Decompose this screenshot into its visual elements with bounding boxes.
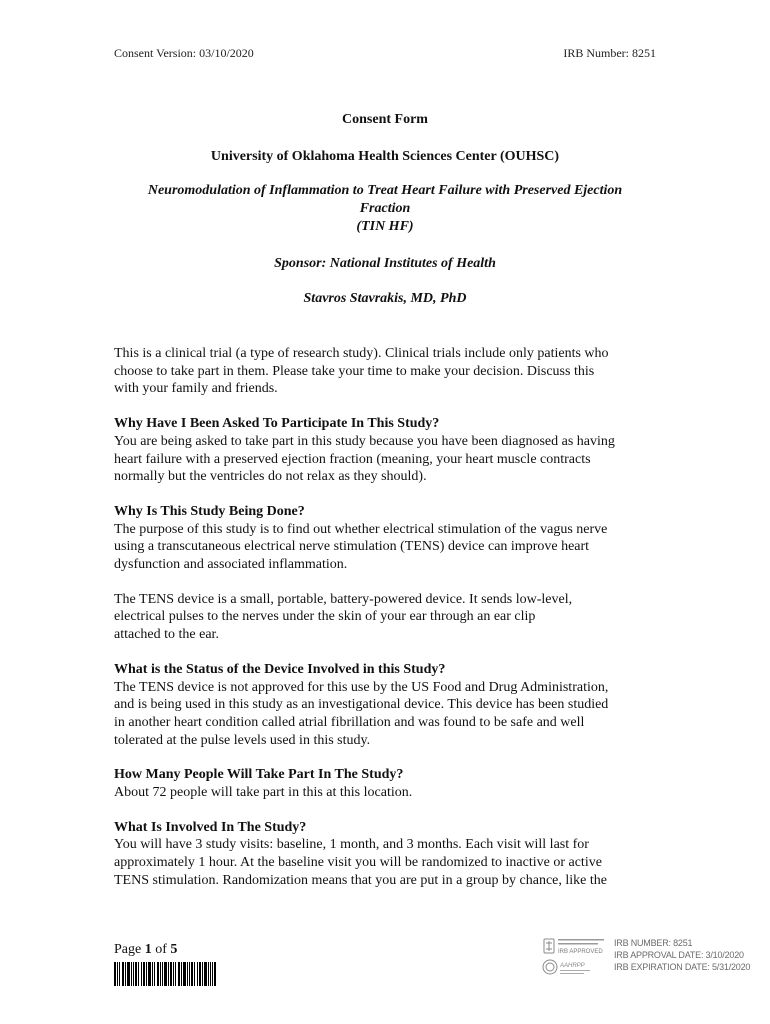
consent-version-header: Consent Version: 03/10/2020 bbox=[114, 46, 254, 60]
tens-device-paragraph bbox=[114, 591, 664, 644]
document-body bbox=[114, 345, 664, 907]
paragraph-line: tolerated at the pulse levels used in this study. bbox=[114, 732, 371, 748]
page-current: 1 bbox=[144, 942, 152, 957]
section-heading: What is the Status of the Device Involved in this Study? bbox=[114, 661, 446, 677]
paragraph-line: electrical pulses to the nerves under the skin of your ear through an ear clip bbox=[114, 609, 536, 625]
section-how-many-people bbox=[114, 766, 664, 801]
paragraph-line: The TENS device is a small, portable, battery-powered device. It sends low-level, bbox=[114, 591, 573, 607]
paragraph-line: heart failure with a preserved ejection fraction (meaning, your heart muscle contracts bbox=[114, 451, 591, 467]
page-total: 5 bbox=[170, 942, 178, 957]
irb-stamp-approval-date: IRB APPROVAL DATE: 3/10/2020 bbox=[614, 950, 744, 960]
irb-stamp-number: IRB NUMBER: 8251 bbox=[614, 938, 693, 948]
paragraph-line: choose to take part in them. Please take your time to make your decision. Discuss this bbox=[114, 363, 595, 379]
section-why-done bbox=[114, 503, 664, 574]
irb-approved-logo bbox=[542, 935, 608, 979]
section-heading: Why Have I Been Asked To Participate In This Study? bbox=[114, 416, 440, 432]
section-heading: What Is Involved In The Study? bbox=[114, 819, 307, 835]
section-what-involved bbox=[114, 819, 664, 890]
paragraph-line: About 72 people will take part in this at this location. bbox=[114, 785, 413, 801]
page-prefix: Page bbox=[114, 942, 145, 957]
paragraph-line: dysfunction and associated inflammation. bbox=[114, 557, 348, 573]
irb-number-header: IRB Number: 8251 bbox=[563, 46, 656, 60]
section-heading: How Many People Will Take Part In The Study? bbox=[114, 767, 404, 783]
document-barcode bbox=[114, 962, 216, 986]
study-title-line: Neuromodulation of Inflammation to Treat Heart Failure with Preserved Ejection bbox=[147, 183, 623, 198]
principal-investigator: Stavros Stavrakis, MD, PhD bbox=[303, 291, 467, 306]
logo-approved-text: IRB APPROVED bbox=[558, 949, 603, 955]
institution-name: University of Oklahoma Health Sciences Center (OUHSC) bbox=[210, 149, 560, 164]
page-of: of bbox=[151, 942, 171, 957]
aahrpp-seal-icon bbox=[543, 960, 557, 974]
paragraph-line: The purpose of this study is to find out whether electrical stimulation of the vagus nerve bbox=[114, 521, 608, 537]
paragraph-line: TENS stimulation. Randomization means that you are put in a group by chance, like the bbox=[114, 872, 607, 888]
paragraph-line: You are being asked to take part in this study because you have been diagnosed as having bbox=[114, 433, 615, 449]
paragraph-line: The TENS device is not approved for this use by the US Food and Drug Administration, bbox=[114, 679, 609, 695]
paragraph-line: in another heart condition called atrial fibrillation and was found to be safe and well bbox=[114, 714, 585, 730]
intro-paragraph bbox=[114, 345, 664, 398]
irb-approval-stamp bbox=[614, 937, 750, 973]
study-title-line: Fraction bbox=[359, 201, 411, 216]
paragraph-line: with your family and friends. bbox=[114, 381, 278, 397]
study-title-acronym: (TIN HF) bbox=[356, 219, 414, 234]
study-title bbox=[100, 182, 670, 236]
paragraph-line: using a transcutaneous electrical nerve stimulation (TENS) device can improve heart bbox=[114, 539, 590, 555]
form-title: Consent Form bbox=[342, 112, 428, 127]
sponsor-line: Sponsor: National Institutes of Health bbox=[274, 256, 496, 271]
paragraph-line: approximately 1 hour. At the baseline visit you will be randomized to inactive or active bbox=[114, 855, 602, 871]
paragraph-line: This is a clinical trial (a type of research study). Clinical trials include only patients who bbox=[114, 346, 609, 361]
section-heading: Why Is This Study Being Done? bbox=[114, 503, 305, 519]
logo-aahrpp-text: AAHRPP bbox=[560, 963, 585, 969]
paragraph-line: and is being used in this study as an investigational device. This device has been studied bbox=[114, 697, 609, 713]
section-device-status bbox=[114, 661, 664, 750]
irb-stamp-expiration-date: IRB EXPIRATION DATE: 5/31/2020 bbox=[614, 962, 751, 972]
paragraph-line: normally but the ventricles do not relax as they should). bbox=[114, 469, 427, 485]
paragraph-line: attached to the ear. bbox=[114, 627, 219, 643]
paragraph-line: You will have 3 study visits: baseline, 1 month, and 3 months. Each visit will last for bbox=[114, 837, 589, 853]
section-why-asked bbox=[114, 415, 664, 486]
page-number bbox=[114, 942, 177, 958]
